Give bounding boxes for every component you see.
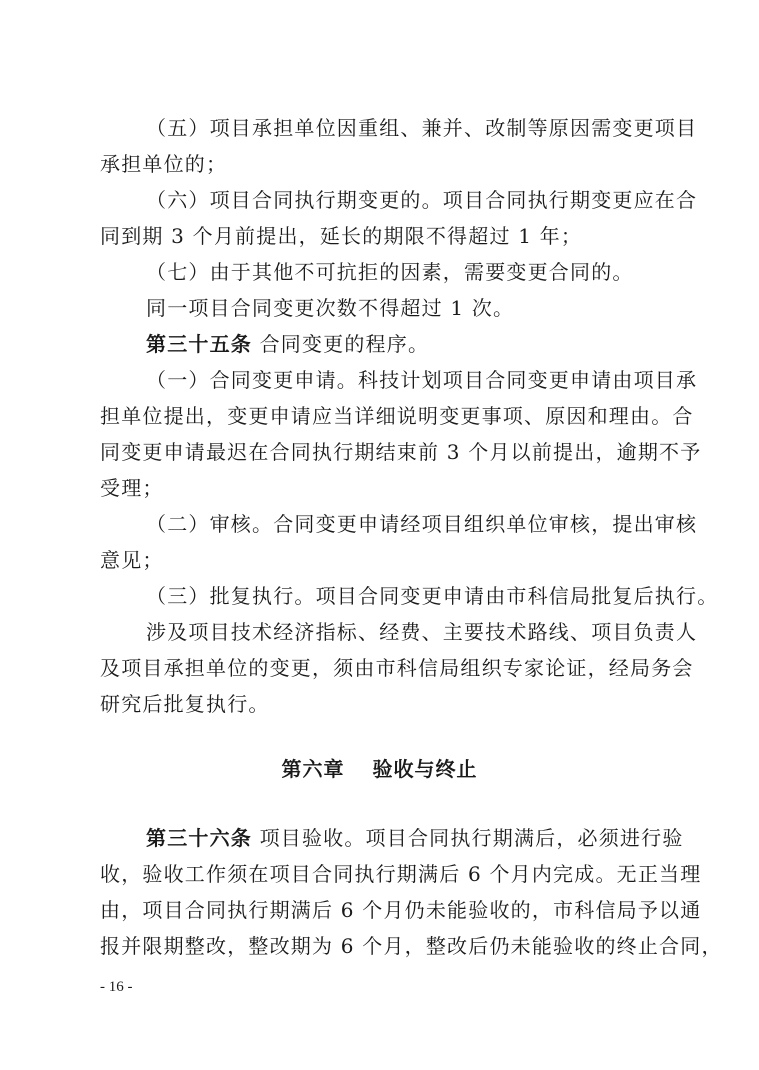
text-line: 报并限期整改，整改期为 6 个月，整改后仍未能验收的终止合同， (100, 934, 723, 958)
text-line: 同变更申请最迟在合同执行期结束前 3 个月以前提出，逾期不予 (100, 440, 702, 464)
chapter-title: 验收与终止 (372, 757, 478, 781)
page-number: - 16 - (100, 979, 133, 995)
text-line: 涉及项目技术经济指标、经费、主要技术路线、项目负责人 (146, 620, 698, 644)
text-line: 担单位提出，变更申请应当详细说明变更事项、原因和理由。合 (100, 404, 694, 428)
article-35-label: 第三十五条 (146, 332, 252, 356)
text-line: 同到期 3 个月前提出，延长的期限不得超过 1 年； (100, 224, 583, 248)
text-line: 同一项目合同变更次数不得超过 1 次。 (146, 296, 515, 320)
text-line: （一）合同变更申请。科技计划项目合同变更申请由项目承 (146, 368, 698, 392)
text-line: 承担单位的； (100, 152, 228, 176)
text-line: 受理； (100, 476, 164, 500)
text-line: 意见； (100, 548, 164, 572)
text-line: 由，项目合同执行期满后 6 个月仍未能验收的，市科信局予以通 (100, 898, 702, 922)
article-36-text: 项目验收。项目合同执行期满后，必须进行验 (259, 826, 684, 850)
text-line: （六）项目合同执行期变更的。项目合同执行期变更应在合 (146, 188, 698, 212)
text-line: （五）项目承担单位因重组、兼并、改制等原因需变更项目 (146, 116, 698, 140)
article-heading (146, 826, 684, 850)
article-heading (146, 332, 429, 356)
article-35-text: 合同变更的程序。 (259, 332, 430, 356)
text-line: 收，验收工作须在项目合同执行期满后 6 个月内完成。无正当理 (100, 862, 702, 886)
chapter-heading (0, 757, 759, 781)
text-line: （三）批复执行。项目合同变更申请由市科信局批复后执行。 (146, 584, 719, 608)
chapter-number: 第六章 (281, 757, 345, 781)
text-line: （七）由于其他不可抗拒的因素，需要变更合同的。 (146, 260, 634, 284)
article-36-label: 第三十六条 (146, 826, 252, 850)
text-line: （二）审核。合同变更申请经项目组织单位审核，提出审核 (146, 512, 698, 536)
text-line: 研究后批复执行。 (100, 692, 270, 716)
text-line: 及项目承担单位的变更，须由市科信局组织专家论证，经局务会 (100, 656, 694, 680)
